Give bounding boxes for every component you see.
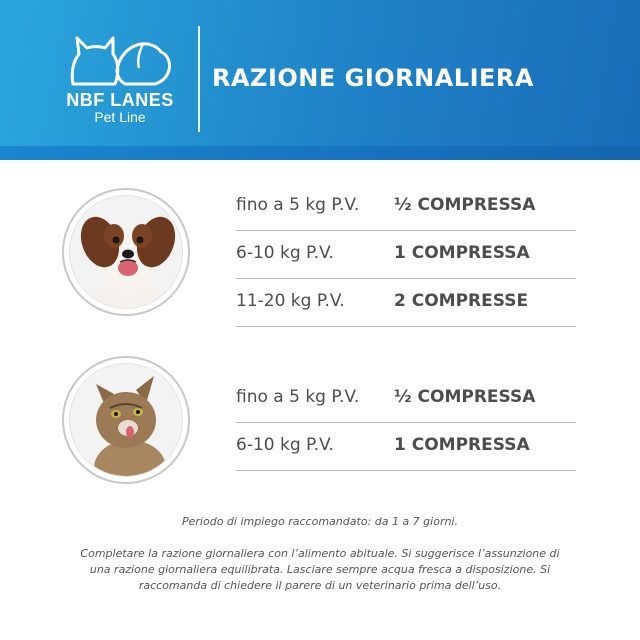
dog-dose-row: [236, 183, 576, 231]
weight-range: 11-20 kg P.V.: [236, 291, 345, 311]
advice-line: una razione giornaliera equilibrata. Lasciare sempre acqua fresca a disposizione. Si: [89, 563, 551, 576]
header-divider: [198, 26, 200, 132]
brand-logo: [58, 34, 182, 125]
dose-amount: ½ COMPRESSA: [394, 195, 536, 215]
page-title: RAZIONE GIORNALIERA: [212, 64, 534, 92]
weight-range: 6-10 kg P.V.: [236, 243, 334, 263]
cat-avatar: [62, 356, 190, 484]
header-banner: [0, 0, 640, 160]
dose-amount: 1 COMPRESSA: [394, 243, 530, 263]
brand-name: NBF LANES: [66, 90, 174, 110]
brand-subtitle: Pet Line: [94, 109, 146, 125]
cat-photo: [69, 363, 183, 477]
dog-avatar: [62, 188, 190, 316]
dose-amount: 1 COMPRESSA: [394, 435, 530, 455]
weight-range: 6-10 kg P.V.: [236, 435, 334, 455]
dose-amount: ½ COMPRESSA: [394, 387, 536, 407]
usage-period-note: Periodo di impiego raccomandato: da 1 a 7 giorni.: [182, 515, 458, 528]
advice-line: Completare la razione giornaliera con l’alimento abituale. Si suggerisce l’assunzione di: [80, 547, 560, 560]
advice-line: raccomanda di chiedere il parere di un veterinario prima dell’uso.: [138, 579, 502, 592]
weight-range: fino a 5 kg P.V.: [236, 195, 360, 215]
dog-dose-row: [236, 279, 576, 327]
weight-range: fino a 5 kg P.V.: [236, 387, 360, 407]
cat-dose-row: [236, 423, 576, 471]
cat-dose-row: [236, 375, 576, 423]
dog-photo: [69, 195, 183, 309]
dose-amount: 2 COMPRESSE: [394, 291, 529, 311]
cat-and-dog-logo-icon: [65, 34, 175, 86]
dog-dose-row: [236, 231, 576, 279]
header-stripe: [0, 146, 640, 160]
